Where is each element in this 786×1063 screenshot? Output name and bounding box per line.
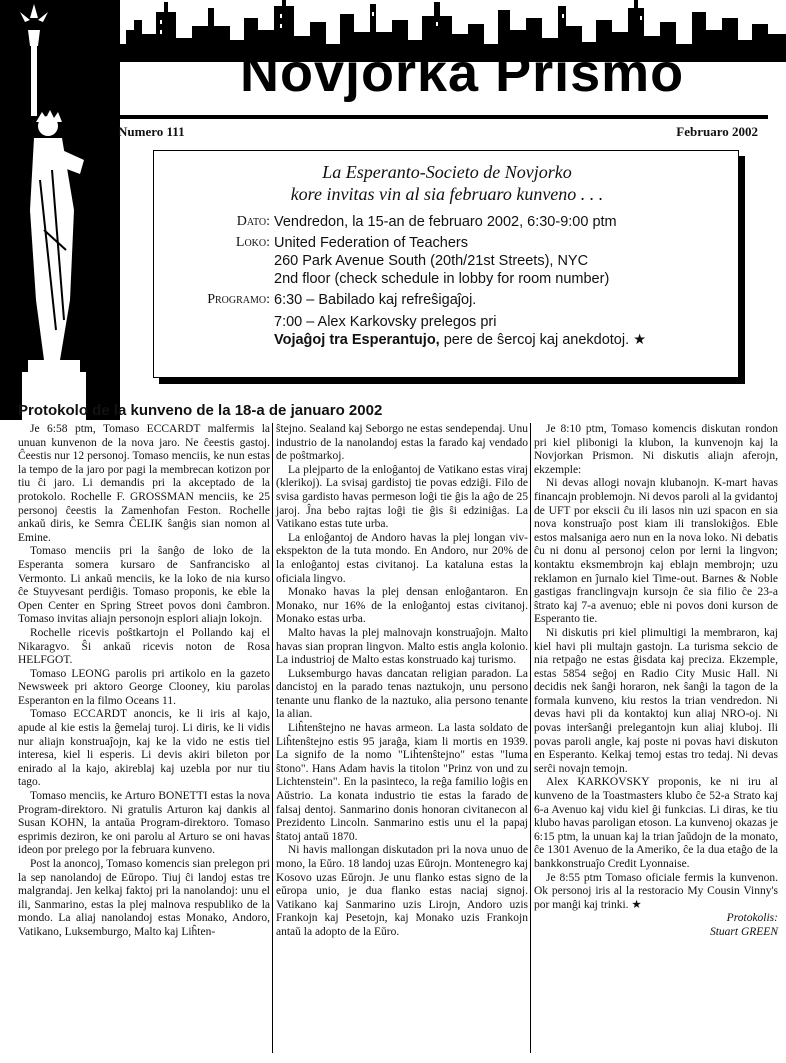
date-label: Dato: <box>236 214 270 229</box>
paragraph: Tomaso menciis, ke Arturo BONETTI estas la nova Program-direktoro. Ni gratulis Arturon kaj dankis al Susan KOHN, la antaŭa Program-direktoro. Tomaso esprimis deziron, ke oni parolu al Arturo se oni havas ideon por prelego por la februara kunveno. <box>18 790 270 857</box>
location-line-2: 260 Park Avenue South (20th/21st Streets), NYC <box>274 253 589 269</box>
article-column-3 <box>534 423 778 940</box>
masthead <box>0 0 786 139</box>
paragraph: Je 8:55 ptm Tomaso oficiale fermis la kunvenon. Ok personoj iris al la restoracio My Cousin Vinny's por manĝi kaj trinki. ★ <box>534 871 778 911</box>
talk-subtitle: pere de ŝercoj kaj anekdotoj. <box>439 332 630 348</box>
date-value <box>274 213 724 231</box>
paragraph: Tomaso LEONG parolis pri artikolo en la gazeto Newsweek pri aktoro George Clooney, kiu parolas Esperanton en la filmo Oceans 11. <box>18 667 270 707</box>
program-item-2 <box>274 313 724 349</box>
paragraph: Alex KARKOVSKY proponis, ke ni iru al kunveno de la Toastmasters klubo ĉe 52-a Strato kaj 6-a Avenuo kaj vidu kiel ĝi funkcias. Li diras, ke tiu klubo havas paroligan etoson. La kunvenoj okazas je 6:15 ptm, la unuan kaj la trian ĵaŭdojn de la monato, ĉe 1301 Avenuo de la Ameriko, ĉe la dua etaĝo de la bankkonstruaĵo Credit Lyonnaise. <box>534 776 778 870</box>
signature-label: Protokolis: <box>726 912 778 925</box>
paragraph: Tomaso ECCARDT anoncis, ke li iris al kajo, apude al kie estis la ĝemelaj turoj. Li diris, ke li vidis nur aliajn konstruaĵojn, kaj ke la vido ne estis tiel interesa, kiel li esperis. Li devis akiri bileton por enirado al la kajo, akireblaj kaj uzebla por nur tiu tago. <box>18 708 270 789</box>
paragraph: La enloĝantoj de Andoro havas la plej longan viv-ekspekton de la tuta mondo. En Andoro, nur 20% de la enloĝantoj estas civitanoj. La kataluna estas la oficiala lingvo. <box>276 531 528 585</box>
signature-name: Stuart GREEN <box>709 925 778 938</box>
invitation-details <box>170 213 724 349</box>
invitation-box <box>153 150 739 378</box>
program-row <box>170 291 724 309</box>
paragraph: Luksemburgo havas dancatan religian paradon. La dancistoj en la parado tenas naztukojn, unu persono tenante unu flanko de la naztuko, alia persono tenante la alian. <box>276 667 528 721</box>
paragraph: Liĥtenŝtejno ne havas armeon. La lasta soldato de Liĥtenŝtejno estis 95 jaraĝa, kiam li mortis en 1939. La signifo de la nomo "Liĥtenŝtejno" estas "luma ŝtono". Hans Adam havis la titolon "Prinz von und zu Lichtenstein". En la pasinteco, la reĝa familio loĝis en Aŭstrio. La konata industrio tie estas la farado de falsaj dentoj. Sanmarino donis honoran civitanecon al Prezidento Lincoln. Sanmarino estis unu el la papaj ŝtatoj antaŭ 1870. <box>276 722 528 843</box>
paragraph: ŝtejno. Sealand kaj Seborgo ne estas sendependaj. Unu industrio de la nanolandoj estas la farado kaj vendado de poŝtmarkoj. <box>276 423 528 463</box>
paragraph: Je 8:10 ptm, Tomaso komencis diskutan rondon pri kiel plibonigi la klubon, la kunvenojn kaj la Novjorkan Prismon. Ni diskutis aliajn aferojn, ekzemple: <box>534 423 778 476</box>
program-item-2-line-2 <box>274 331 724 349</box>
program-item-2-line-1: 7:00 – Alex Karkovsky prelegos pri <box>274 314 497 330</box>
paragraph: Malto havas la plej malnovajn konstruaĵojn. Malto havas sian propran lingvon. Malto estis angla kolonio. La industrioj de Malto estas konstruado kaj turismo. <box>276 626 528 667</box>
signature <box>534 912 778 939</box>
paragraph: Je 6:58 ptm, Tomaso ECCARDT malfermis la unuan kunvenon de la nova jaro. Ne ĉeestis gastoj. Ĉeestis nur 12 personoj. Tomaso menciis, ke nun estas la tempo de la jaro por pagi la membrecan kotizon por tiu ĉi jaro. Li demandis pri la akceptado de la protokolo. Rochelle F. GROSSMAN menciis, ke 25 personoj ĉeestis la Zamenhofan Feston. Rochelle ankaŭ diris, ke Semra ĈELIK ŝanĝis sian nomon al Emine. <box>18 423 270 544</box>
statue-of-liberty-logo <box>0 0 120 420</box>
article-column-2 <box>276 423 528 940</box>
invitation-line-2: kore invitas vin al sia februaro kunveno . . . <box>290 184 604 204</box>
location-line-3: 2nd floor (check schedule in lobby for room number) <box>274 271 610 287</box>
paragraph: Ni havis mallongan diskutadon pri la nova unuo de mono, la Eŭro. 18 landoj uzas Eŭrojn. Montenegro kaj Kosovo uzas Eŭrojn. Je unu flanko estas signo de la eŭropa unio, je dua flanko estas naciaj signoj. Vatikano kaj Sanmarino uzis Lirojn, Andoro uzis Frankojn kaj Pesetojn, kaj Monako uzis Frankojn antaŭ la adopto de la Eŭro. <box>276 844 528 938</box>
newsletter-title: Novjorka Prismo <box>240 43 685 103</box>
issue-date: Februaro 2002 <box>676 124 758 139</box>
star-icon: ★ <box>633 332 647 348</box>
location-value <box>274 234 724 288</box>
date-row <box>170 213 724 231</box>
paragraph: Rochelle ricevis poŝtkartojn el Pollando kaj el Nikaragvo. Ŝi ankaŭ ricevis noton de Rosa HELFGOT. <box>18 626 270 667</box>
masthead-rule <box>118 115 768 119</box>
program-item-1: 6:30 – Babilado kaj refreŝigaĵoj. <box>274 292 477 308</box>
program-value <box>274 291 724 309</box>
column-divider <box>530 423 531 1053</box>
location-row <box>170 234 724 288</box>
program-label: Programo: <box>207 292 270 307</box>
paragraph: La plejparto de la enloĝantoj de Vatikano estas viraj (klerikoj). La svisaj gardistoj tie povas edziĝi. Filo de svisa gardisto havas permeson loĝi tie ĝis la aĝo de 25 jaroj. Ĵna bebo rajtas loĝi tie ĝis ŝi edziniĝas. La Vatikano estas tute urba. <box>276 463 528 531</box>
date-text: Vendredon, la 15-an de februaro 2002, 6:30-9:00 ptm <box>274 214 617 230</box>
paragraph: Ni devas allogi novajn klubanojn. K-mart havas financajn problemojn. Ni devos paroli al la gvidantoj de UFT por ekscii ĉu ili lasos nin uzi spacon en sia nova konstruaĵo post kiam ili translokiĝos. Eble estos malsaniga aero nun en la nova loko. Ni debatis ĉu ni donu al personoj celon por lerni la lingvon; kontaktu eksmembrojn kaj eblajn membrojn; uzu reklamon en ĵurnalo kiel Time-out. Barnes & Noble gastigas franclingvajn kursojn ĉe sia filio ĉe 23-a ŝtrato kaj 7-a avenuo; eble ni povos doni kurson de Esperanto tie. <box>534 477 778 626</box>
location-line-1: United Federation of Teachers <box>274 235 468 251</box>
paragraph: Post la anoncoj, Tomaso komencis sian prelegon pri la sep nanolandoj de Eŭropo. Tiuj ĉi landoj estas tre malgrandaj. Jen kelkaj faktoj pri la nanolandoj: unu el ili, Sanmarino, estas la plej malnova respubliko de la mondo. La aliaj nanolandoj estas Monako, Andoro, Vatikano, Luksemburgo, Malto kaj Liĥten- <box>18 858 270 938</box>
paragraph: Monako havas la plej densan enloĝantaron. En Monako, nur 16% de la enloĝantoj estas civitanoj. Monako estas urba. <box>276 586 528 626</box>
paragraph: Tomaso menciis pri la ŝanĝo de loko de la Esperanta somera kursaro de Sanfrancisko al Vermonto. Li ankaŭ menciis, ke la loko de nia kurso ĉe Stuyvesant perdiĝis. Tomaso proponis, ke eble la Open Center en Spring Street povos doni ĉambron. Tomaso invitas aliajn personojn esplori aliajn lokojn. <box>18 545 270 626</box>
talk-title: Vojaĝoj tra Esperantujo, <box>274 332 440 348</box>
article-column-1 <box>18 423 270 940</box>
paragraph: Ni diskutis pri kiel plimultigi la membraron, kaj kiel havi pli multajn gastojn. La turisma sekcio de nia retpaĝo ne estas ĝisdata kaj preciza. Ekzemple, estas 5854 seĝoj en Radio City Music Hall. Ni decidis nek ŝanĝi horaron, nek ŝanĝi la tagon de la formala kunveno, kiu restos la trian vendredon. Ni devas havi pli da kontaktoj kun aliaj NRO-oj. Ni povas interŝanĝi prelegantojn kun aliaj kluboj. Ili povas paroli angle, kaj poste ni povas havi diskuton en Esperanto. Kelkaj temoj estas tro tedaj. Ni devas serĉi novajn temojn. <box>534 626 778 775</box>
location-label: Loko: <box>235 235 270 250</box>
article-headline: Protokolo de la kunveno de la 18-a de januaro 2002 <box>18 402 383 419</box>
issue-number: Numero 111 <box>118 124 185 139</box>
column-divider <box>272 423 273 1053</box>
invitation-line-1: La Esperanto-Societo de Novjorko <box>322 162 572 182</box>
